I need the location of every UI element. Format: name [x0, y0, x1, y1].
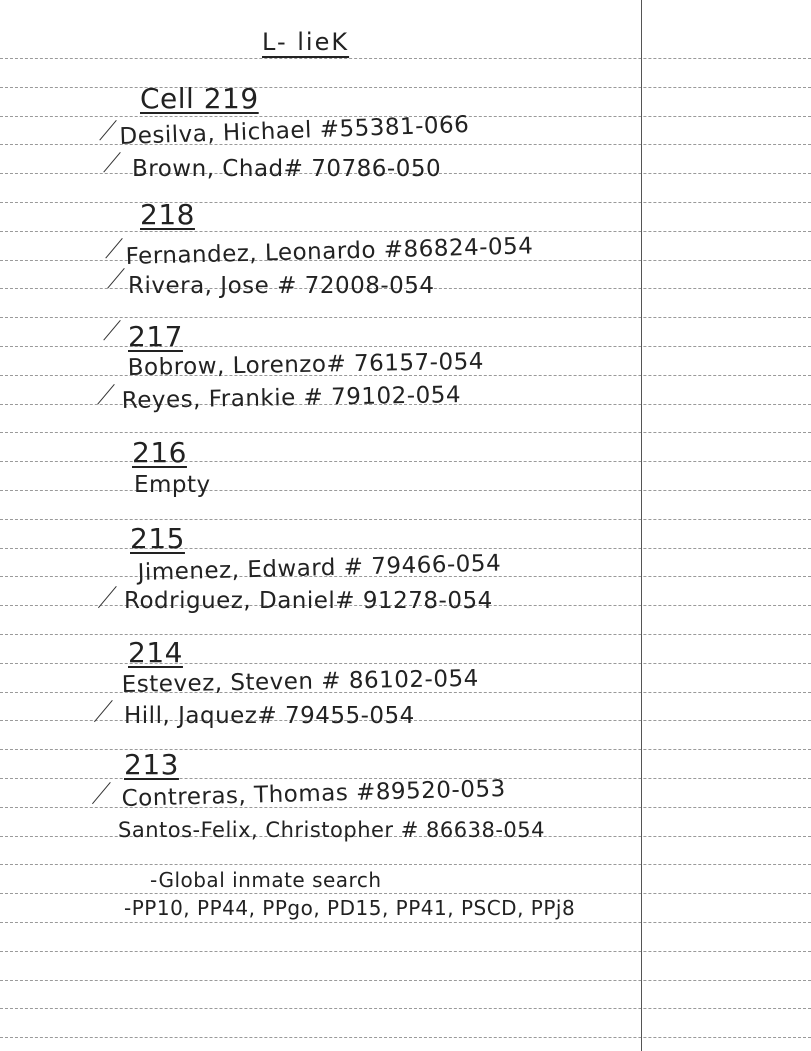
ruled-line — [0, 317, 811, 318]
cell-214-entry-2: Hill, Jaquez# 79455-054 — [124, 703, 415, 729]
cell-216-entry-1: Empty — [134, 472, 211, 498]
cell-217-entry-2: Reyes, Frankie # 79102-054 — [121, 382, 462, 414]
page-title: L- lieK — [262, 28, 350, 56]
ruled-line — [0, 548, 811, 549]
ruled-line — [0, 87, 811, 88]
cell-216-heading: 216 — [132, 436, 187, 469]
ruled-line — [0, 346, 811, 347]
check-mark — [97, 384, 114, 405]
cell-215-entry-2: Rodriguez, Daniel# 91278-054 — [124, 588, 493, 614]
check-mark — [103, 320, 120, 341]
cell-218-entry-2: Rivera, Jose # 72008-054 — [128, 273, 435, 299]
cell-219-entry-1: Desilva, Hichael #55381-066 — [119, 111, 470, 150]
ruled-line — [0, 461, 811, 462]
ruled-line — [0, 58, 811, 59]
check-mark — [107, 268, 124, 289]
cell-217-heading: 217 — [128, 320, 183, 353]
ruled-line — [0, 490, 811, 491]
cell-215-heading: 215 — [130, 522, 185, 555]
ruled-line — [0, 864, 811, 865]
check-mark — [92, 782, 111, 804]
ruled-line — [0, 202, 811, 203]
ruled-line — [0, 519, 811, 520]
ruled-line — [0, 749, 811, 750]
ruled-line — [0, 1037, 811, 1038]
ruled-line — [0, 922, 811, 923]
note-line-2: -PP10, PP44, PPgo, PD15, PP41, PSCD, PPj8 — [124, 896, 576, 920]
margin-line — [641, 0, 642, 1051]
note-line-1: -Global inmate search — [150, 868, 382, 892]
ruled-line — [0, 980, 811, 981]
check-mark — [94, 700, 113, 722]
cell-217-entry-1: Bobrow, Lorenzo# 76157-054 — [127, 348, 485, 381]
ruled-line — [0, 893, 811, 894]
cell-218-entry-1: Fernandez, Leonardo #86824-054 — [125, 233, 534, 270]
cell-213-entry-1: Contreras, Thomas #89520-053 — [121, 775, 506, 812]
cell-213-entry-2: Santos-Felix, Christopher # 86638-054 — [118, 818, 545, 842]
check-mark — [105, 238, 122, 259]
ruled-line — [0, 951, 811, 952]
check-mark — [103, 152, 120, 173]
ruled-line — [0, 663, 811, 664]
cell-214-entry-1: Estevez, Steven # 86102-054 — [121, 665, 479, 698]
cell-219-entry-2: Brown, Chad# 70786-050 — [132, 156, 442, 182]
cell-213-heading: 213 — [124, 748, 179, 781]
cell-219-heading: Cell 219 — [140, 82, 259, 115]
ruled-line — [0, 634, 811, 635]
cell-215-entry-1: Jimenez, Edward # 79466-054 — [137, 550, 502, 586]
ruled-line — [0, 432, 811, 433]
ruled-line — [0, 1008, 811, 1009]
cell-218-heading: 218 — [140, 198, 195, 231]
check-mark — [99, 120, 116, 141]
cell-214-heading: 214 — [128, 636, 183, 669]
ruled-line — [0, 231, 811, 232]
